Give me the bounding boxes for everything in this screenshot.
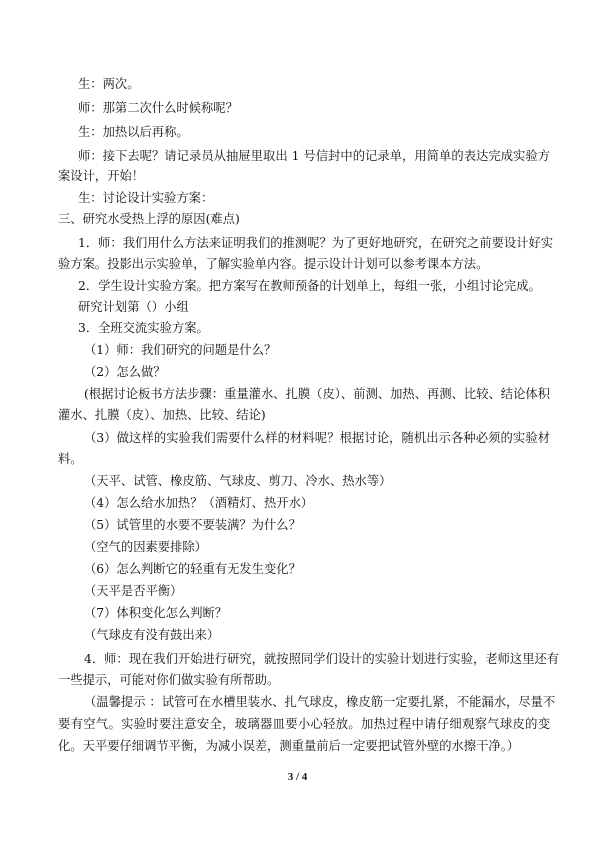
- paragraph-line: 1．师：我们用什么方法来证明我们的推测呢？为了更好地研究，在研究之前要设计好实: [78, 236, 554, 250]
- paragraph-line: （空气的因素要排除）: [84, 540, 207, 554]
- paragraph-line: （天平、试管、橡皮筋、气球皮、剪刀、冷水、热水等）: [84, 474, 392, 488]
- paragraph-line: 要有空气。实验时要注意安全，玻璃器皿要小心轻放。加热过程中请仔细观察气球皮的变: [58, 717, 550, 731]
- paragraph-line: 研究计划第（）小组: [78, 300, 189, 314]
- paragraph-line: （4）怎么给水加热？（酒精灯、热开水）: [84, 496, 314, 510]
- paragraph-line: 一些提示，可能对你们做实验有所帮助。: [58, 673, 280, 687]
- paragraph-line: (根据讨论板书方法步骤：重量灌水、扎膜（皮）、前测、加热、再测、比较、结论体积: [84, 387, 550, 401]
- paragraph-line: （6）怎么判断它的轻重有无发生变化？: [84, 562, 301, 576]
- page-number: 3 / 4: [287, 771, 308, 783]
- paragraph-line: 化。天平要仔细调节平衡，为减小误差，测重量前后一定要把试管外壁的水擦干净。）: [58, 739, 520, 753]
- paragraph-line: 灌水、扎膜（皮）、加热、比较、结论): [58, 408, 266, 422]
- paragraph-line: （1）师：我们研究的问题是什么？: [84, 343, 277, 357]
- paragraph-line: （温馨提示 ：试管可在水槽里装水、扎气球皮，橡皮筋一定要扎紧，不能漏水，尽量不: [84, 695, 556, 709]
- paragraph-line: 生：讨论设计实验方案：: [78, 191, 214, 205]
- paragraph-line: 验方案。投影出示实验单，了解实验单内容。提示设计计划可以参考课本方法。: [58, 257, 489, 271]
- paragraph-line: （2）怎么做？: [84, 365, 166, 379]
- paragraph-line: 生：加热以后再称。: [78, 125, 189, 139]
- paragraph-line: 师：那第二次什么时候称呢？: [78, 101, 238, 115]
- paragraph-line: （气球皮有没有鼓出来）: [84, 628, 220, 642]
- paragraph-line: 生：两次。: [78, 77, 140, 91]
- paragraph-line: 料。: [58, 452, 83, 466]
- paragraph-line: （天平是否平衡）: [84, 584, 183, 598]
- paragraph-line: 2．学生设计实验方案。把方案写在教师预备的计划单上，每组一张，小组讨论完成。: [78, 279, 541, 293]
- paragraph-line: 案设计，开始！: [58, 169, 145, 183]
- paragraph-line: （7）体积变化怎么判断？: [84, 606, 228, 620]
- paragraph-line: （3）做这样的实验我们需要什么样的材料呢？根据讨论，随机出示各种必须的实验材: [84, 431, 550, 445]
- paragraph-line: 4．师：现在我们开始进行研究，就按照同学们设计的实验计划进行实验，老师这里还有: [84, 652, 560, 666]
- paragraph-line: 师：接下去呢？请记录员从抽屉里取出 1 号信封中的记录单，用简单的表达完成实验方: [78, 149, 550, 163]
- paragraph-line: 3．全班交流实验方案。: [78, 321, 209, 335]
- section-heading: 三、研究水受热上浮的原因(难点): [58, 212, 240, 226]
- paragraph-line: （5）试管里的水要不要装满？为什么？: [84, 518, 301, 532]
